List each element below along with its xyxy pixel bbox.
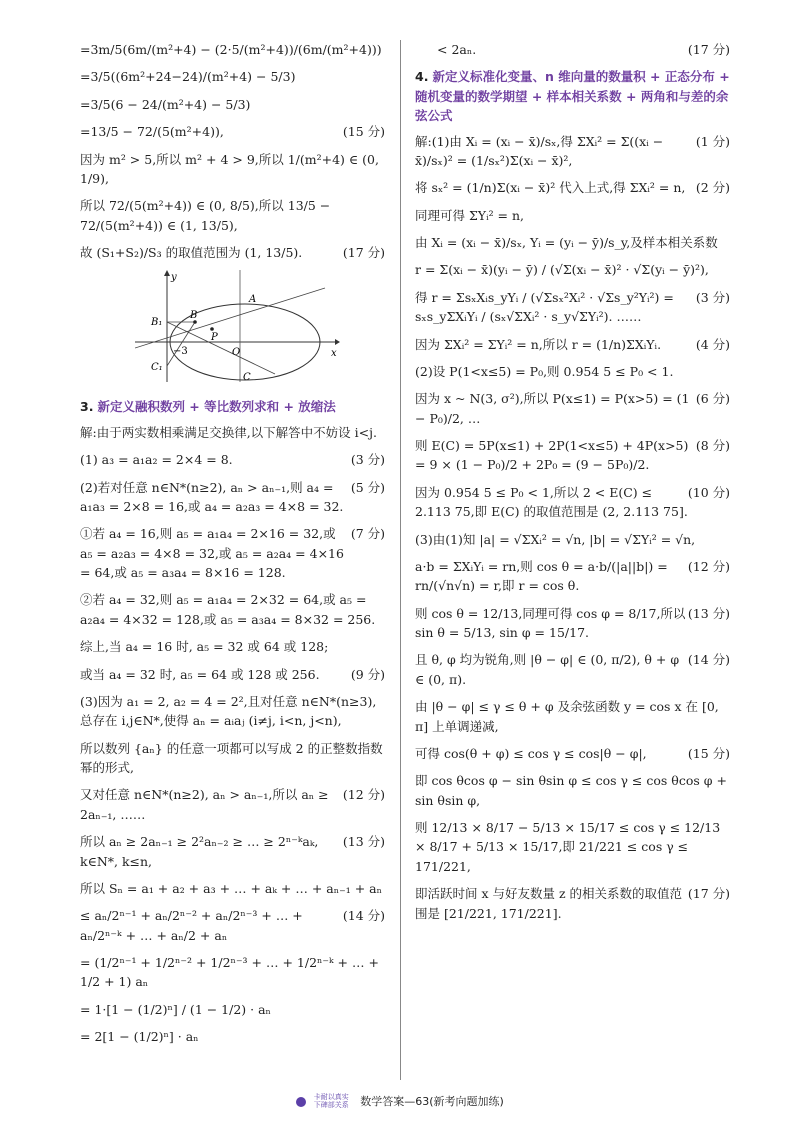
score-label: (2 分) (695, 180, 730, 196)
y-axis-arrow (164, 270, 170, 276)
solution-line (80, 785, 385, 824)
label-y: y (171, 272, 177, 284)
solution-line (415, 206, 730, 225)
solution-line (415, 771, 730, 810)
solution-line (415, 389, 730, 428)
section-number: 3. (80, 399, 94, 415)
solution-text: (2)若对任意 n∈N*(n≥2), aₙ > aₙ₋₁,则 a₄ = a₁a₃ = 2×8 = 16,或 a₄ = a₂a₃ = 4×8 = 32. (80, 479, 344, 514)
solution-text: 则 12/13 × 8/17 − 5/13 × 15/17 ≤ cos γ ≤ 12/13 × 8/17 + 5/13 × 15/17,即 21/221 ≤ cos γ ≤ 171/221, (415, 820, 721, 874)
solution-line (415, 650, 730, 689)
solution-text: 所以 aₙ ≥ 2aₙ₋₁ ≥ 2²aₙ₋₂ ≥ … ≥ 2ⁿ⁻ᵏaₖ, k∈N*, k≤n, (80, 834, 319, 869)
label-minus3: −3 (173, 346, 188, 358)
score-label: (15 分) (687, 745, 730, 761)
solution-text: 因为 x ~ N(3, σ²),所以 P(x≤1) = P(x>5) = (1 − P₀)/2, … (415, 391, 690, 426)
score-label: (15 分) (342, 124, 385, 140)
equation-line: =3m/5(6m/(m²+4) − (2·5/(m²+4))/(6m/(m²+4))) (80, 42, 382, 57)
label-a: A (249, 294, 257, 306)
solution-line (80, 692, 385, 731)
solution-text: (2)设 P(1<x≤5) = P₀,则 0.954 5 ≤ P₀ < 1. (415, 363, 674, 379)
left-column (80, 40, 385, 1055)
page-footer (0, 1093, 800, 1110)
solution-line (80, 590, 385, 629)
equation-line: =3/5((6m²+24−24)/(m²+4) − 5/3) (80, 69, 296, 85)
solution-text: 所以 Sₙ = a₁ + a₂ + a₃ + … + aₖ + … + aₙ₋₁ + aₙ (80, 880, 383, 896)
solution-text: ②若 a₄ = 32,则 a₅ = a₁a₄ = 2×32 = 64,或 a₅ = a₂a₄ = 4×32 = 128,或 a₅ = a₃a₄ = 8×32 = 256. (80, 592, 376, 627)
conclusion-text: 故 (S₁+S₂)/S₃ 的取值范围为 (1, 13/5). (80, 245, 303, 260)
equation-row (415, 40, 730, 59)
solution-text: 解:(1)由 Xᵢ = (xᵢ − x̄)/sₓ,得 ΣXᵢ² = Σ((xᵢ − x̄)/sₓ)² = (1/sₓ²)Σ(xᵢ − x̄)², (415, 133, 664, 168)
section-number: 4. (415, 69, 429, 85)
text-line: 因为 m² > 5,所以 m² + 4 > 9,所以 1/(m²+4) ∈ (0, 1/9), (80, 151, 379, 186)
solution-text: 由 Xᵢ = (xᵢ − x̄)/sₓ, Yᵢ = (yᵢ − ȳ)/s_y,及样本相关系数 (415, 235, 718, 250)
equation-text: =13/5 − 72/(5(m²+4)), (80, 124, 224, 140)
solution-line (415, 697, 730, 736)
solution-text: 则 cos θ = 12/13,同理可得 cos φ = 8/17,所以 sin θ = 5/13, sin φ = 15/17. (415, 605, 686, 640)
brand-logo-text (314, 1094, 349, 1109)
score-label: (8 分) (695, 438, 730, 453)
solution-line (415, 362, 730, 381)
solution-line (415, 483, 730, 522)
solution-text: 又对任意 n∈N*(n≥2), aₙ > aₙ₋₁,所以 aₙ ≥ 2aₙ₋₁, …… (80, 787, 329, 822)
solution-line (80, 879, 385, 898)
score-label: (7 分) (350, 526, 385, 542)
solution-line (80, 906, 385, 945)
solution-line (415, 884, 730, 923)
score-label: (17 分) (687, 42, 730, 57)
section-4-solution (415, 132, 730, 923)
section-heading: 新定义融积数列 + 等比数列求和 + 放缩法 (97, 399, 336, 415)
solution-line (80, 665, 385, 684)
solution-line (80, 832, 385, 871)
conclusion-row (80, 243, 385, 262)
equation-text: < 2aₙ. (437, 42, 477, 57)
x-axis-arrow (335, 339, 340, 345)
column-divider (400, 40, 401, 1080)
solution-line (80, 450, 385, 469)
solution-text: 可得 cos(θ + φ) ≤ cos γ ≤ cos|θ − φ|, (415, 745, 647, 761)
logo-line: 卡耐以真实 (313, 1093, 349, 1102)
score-label: (12 分) (342, 787, 385, 803)
solution-text: 将 sₓ² = (1/n)Σ(xᵢ − x̄)² 代入上式,得 ΣXᵢ² = n, (415, 180, 686, 196)
solution-text: 因为 ΣXᵢ² = ΣYᵢ² = n,所以 r = (1/n)ΣXᵢYᵢ. (415, 336, 662, 352)
score-label: (3 分) (695, 289, 730, 305)
text-line: 所以 72/(5(m²+4)) ∈ (0, 8/5),所以 13/5 − 72/(5(m²+4)) ∈ (1, 13/5), (80, 198, 331, 233)
solution-line (415, 744, 730, 763)
solution-text: (1) a₃ = a₁a₂ = 2×4 = 8. (80, 452, 233, 468)
solution-text: 由 |θ − φ| ≤ γ ≤ θ + φ 及余弦函数 y = cos x 在 [0, π] 上单调递减, (415, 699, 719, 734)
ellipse-graph (135, 270, 340, 385)
solution-line (415, 604, 730, 643)
label-c: C (243, 372, 251, 384)
solution-text: = 2[1 − (1/2)ⁿ] · aₙ (80, 1029, 199, 1045)
section-heading: 新定义标准化变量、n 维向量的数量积 + 正态分布 + 随机变量的数学期望 + 样本相关系数 + 两角和与差的余弦公式 (415, 69, 730, 124)
label-p: P (211, 332, 218, 344)
solution-text: = 1·[1 − (1/2)ⁿ] / (1 − 1/2) · aₙ (80, 1001, 271, 1017)
equation-line: =3/5(6 − 24/(m²+4) − 5/3) (80, 96, 251, 112)
page-number-text: 数学答案—63(新考向题加练) (360, 1095, 504, 1108)
solution-line (415, 530, 730, 549)
solution-text: 同理可得 ΣYᵢ² = n, (415, 207, 525, 223)
point-p (210, 328, 214, 332)
solution-line (80, 478, 385, 517)
solution-text: 或当 a₄ = 32 时, a₅ = 64 或 128 或 256. (80, 666, 320, 682)
right-column (415, 40, 730, 931)
label-o: O (232, 347, 241, 359)
solution-line (80, 739, 385, 778)
solution-text: 即活跃时间 x 与好友数量 z 的相关系数的取值范围是 [21/221, 171/221]. (415, 886, 683, 921)
score-label: (1 分) (695, 133, 730, 149)
brand-logo-icon (296, 1097, 306, 1107)
solution-text: 则 E(C) = 5P(x≤1) + 2P(1<x≤5) + 4P(x>5) = 9 × (1 − P₀)/2 + 2P₀ = (9 − 5P₀)/2. (415, 438, 689, 473)
solution-line (80, 524, 385, 582)
solution-line (415, 288, 730, 327)
label-b: B (190, 310, 198, 322)
solution-text: (3)因为 a₁ = 2, a₂ = 4 = 2²,且对任意 n∈N*(n≥3),总存在 i,j∈N*,使得 aₙ = aᵢaⱼ (i≠j, i<n, j<n), (80, 693, 377, 729)
score-label: (3 分) (350, 452, 385, 468)
solution-line (80, 953, 385, 992)
solution-text: 得 r = ΣsₓXᵢs_yYᵢ / (√Σsₓ²Xᵢ² · √Σs_y²Yᵢ²) = sₓs_yΣXᵢYᵢ / (sₓ√ΣXᵢ² · s_y√ΣYᵢ²). …… (415, 289, 674, 325)
solution-text: 即 cos θcos φ − sin θsin φ ≤ cos γ ≤ cos θcos φ + sin θsin φ, (415, 773, 727, 808)
equation-row (80, 122, 385, 141)
solution-line (80, 423, 385, 442)
logo-line: 下碑部关系 (313, 1101, 349, 1109)
solution-line (80, 1000, 385, 1019)
score-label: (10 分) (687, 484, 730, 500)
solution-text: = (1/2ⁿ⁻¹ + 1/2ⁿ⁻² + 1/2ⁿ⁻³ + … + 1/2ⁿ⁻ᵏ + … + 1/2 + 1) aₙ (80, 955, 379, 990)
score-label: (6 分) (695, 391, 730, 407)
solution-line (415, 178, 730, 197)
solution-text: ①若 a₄ = 16,则 a₅ = a₁a₄ = 2×16 = 32,或 a₅ = a₂a₃ = 4×8 = 32,或 a₅ = a₂a₄ = 4×16 = 64,或 a₅ = a₃a₄ = 8×16 = 128. (80, 526, 344, 580)
score-label: (14 分) (342, 908, 385, 924)
label-x: x (331, 348, 337, 360)
score-label: (17 分) (687, 886, 730, 902)
score-label: (4 分) (695, 336, 730, 352)
solution-line (415, 132, 730, 171)
solution-line (415, 818, 730, 876)
solution-line (415, 233, 730, 252)
score-label: (13 分) (687, 605, 730, 621)
solution-line (415, 335, 730, 354)
solution-line (80, 637, 385, 656)
line-pa (135, 288, 325, 348)
score-label: (5 分) (350, 479, 385, 495)
score-label: (14 分) (687, 652, 730, 668)
solution-text: r = Σ(xᵢ − x̄)(yᵢ − ȳ) / (√Σ(xᵢ − x̄)² · √Σ(yᵢ − ȳ)²), (415, 262, 709, 278)
solution-line (415, 436, 730, 475)
score-label: (9 分) (350, 666, 385, 682)
label-b1: B₁ (151, 317, 163, 329)
section-4-title (415, 67, 730, 125)
score-label: (17 分) (342, 245, 385, 260)
solution-text: (3)由(1)知 |a| = √ΣXᵢ² = √n, |b| = √ΣYᵢ² = √n, (415, 531, 696, 547)
solution-text: ≤ aₙ/2ⁿ⁻¹ + aₙ/2ⁿ⁻² + aₙ/2ⁿ⁻³ + … + aₙ/2ⁿ⁻ᵏ + … + aₙ/2 + aₙ (80, 908, 303, 943)
solution-text: 解:由于两实数相乘满足交换律,以下解答中不妨设 i<j. (80, 424, 377, 440)
solution-text: 且 θ, φ 均为锐角,则 |θ − φ| ∈ (0, π/2), θ + φ ∈ (0, π). (415, 652, 680, 687)
solution-text: 所以数列 {aₙ} 的任意一项都可以写成 2 的正整数指数幂的形式, (80, 740, 383, 775)
solution-line (415, 557, 730, 596)
section-3-title (80, 397, 385, 416)
solution-text: 综上,当 a₄ = 16 时, a₅ = 32 或 64 或 128; (80, 639, 329, 655)
score-label: (12 分) (687, 558, 730, 574)
section-3-solution (80, 423, 385, 1047)
solution-text: 因为 0.954 5 ≤ P₀ < 1,所以 2 < E(C) ≤ 2.113 75,即 E(C) 的取值范围是 (2, 2.113 75]. (415, 484, 688, 520)
label-c1: C₁ (151, 362, 163, 374)
solution-line (80, 1027, 385, 1046)
score-label: (13 分) (342, 834, 385, 850)
solution-line (415, 260, 730, 279)
solution-text: a·b = ΣXᵢYᵢ = rn,则 cos θ = a·b/(|a||b|) = rn/(√n√n) = r,即 r = cos θ. (415, 558, 668, 594)
